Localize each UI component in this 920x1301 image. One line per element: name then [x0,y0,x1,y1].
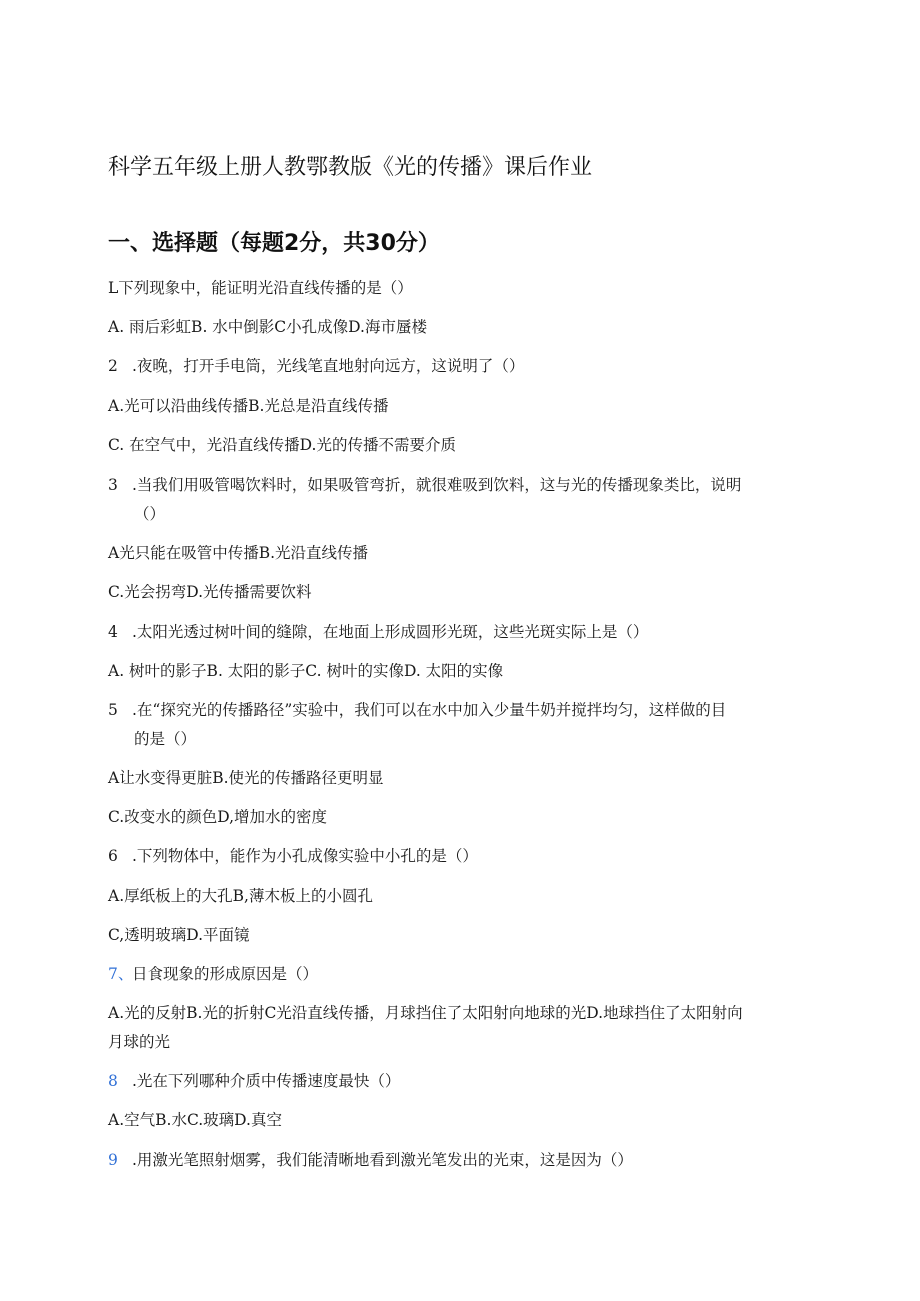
question-5 [108,696,808,725]
question-6-options-b [108,921,808,950]
question-2-options-a [108,392,808,421]
section-heading: 一、选择题（每题2分，共30分） [108,231,440,256]
question-5-text: .在“探究光的传播路径”实验中，我们可以在水中加入少量牛奶并搅拌均匀，这样做的目 [132,701,727,719]
question-7-options-b: 月球的光 [108,1033,171,1051]
question-4-options [108,657,808,686]
option-line: A.空气B.水C.玻璃D.真空 [108,1111,282,1129]
question-3-options-a [108,539,808,568]
question-6 [108,842,808,871]
question-6-text: .下列物体中，能作为小孔成像实验中小孔的是（） [132,847,478,865]
question-number: 5 [108,701,118,719]
option-line: A.厚纸板上的大孔B,薄木板上的小圆孔 [108,887,373,905]
question-4 [108,618,808,647]
question-1-text: L下列现象中，能证明光沿直线传播的是（） [108,279,413,297]
question-number: 6 [108,847,118,865]
option-line: C.光会拐弯D.光传播需要饮料 [108,583,312,601]
option-line: A让水变得更脏B.使光的传播路径更明显 [108,769,384,787]
question-7-options-a [108,999,808,1028]
option-line: C. 在空气中，光沿直线传播D.光的传播不需要介质 [108,436,456,454]
question-number: 3 [108,476,118,494]
question-number: 7、 [108,965,134,983]
option-line: A. 雨后彩虹B. 水中倒影C小孔成像D.海市蜃楼 [108,318,427,336]
question-7-text: 日食现象的形成原因是（） [132,965,319,983]
question-3 [108,471,808,500]
option-line: A.光的反射B.光的折射C光沿直线传播，月球挡住了太阳射向地球的光D.地球挡住了太阳射向 [108,1004,743,1022]
question-9-text: .用激光笔照射烟雾，我们能清晰地看到激光笔发出的光束，这是因为（） [132,1151,633,1169]
option-line: C,透明玻璃D.平面镜 [108,926,250,944]
question-3-options-b [108,578,808,607]
question-2-text: .夜晚，打开手电筒，光线笔直地射向远方，这说明了（） [132,357,525,375]
question-8-options [108,1106,808,1135]
question-3-continuation: （） [134,505,166,523]
question-7 [108,960,808,989]
question-2-options-b [108,431,808,460]
question-5-options-b [108,803,808,832]
question-8 [108,1067,808,1096]
document-title: 科学五年级上册人教鄂教版《光的传播》课后作业 [108,155,593,180]
question-1 [108,274,808,303]
question-number: 8 [108,1072,118,1090]
option-line: C.改变水的颜色D,增加水的密度 [108,808,328,826]
question-3-text: .当我们用吸管喝饮料时，如果吸管弯折，就很难吸到饮料，这与光的传播现象类比，说明 [132,476,742,494]
option-line: A. 树叶的影子B. 太阳的影子C. 树叶的实像D. 太阳的实像 [108,662,504,680]
question-8-text: .光在下列哪种介质中传播速度最快（） [132,1072,401,1090]
question-2 [108,352,808,381]
question-5-continuation: 的是（） [134,730,197,748]
question-1-options [108,313,808,342]
question-9 [108,1146,808,1175]
question-6-options-a [108,882,808,911]
question-4-text: .太阳光透过树叶间的缝隙，在地面上形成圆形光斑，这些光斑实际上是（） [132,623,649,641]
question-number: 9 [108,1151,118,1169]
question-number: 2 [108,357,118,375]
option-line: A.光可以沿曲线传播B.光总是沿直线传播 [108,397,389,415]
option-line: A光只能在吸管中传播B.光沿直线传播 [108,544,369,562]
question-number: 4 [108,623,118,641]
question-5-options-a [108,764,808,793]
